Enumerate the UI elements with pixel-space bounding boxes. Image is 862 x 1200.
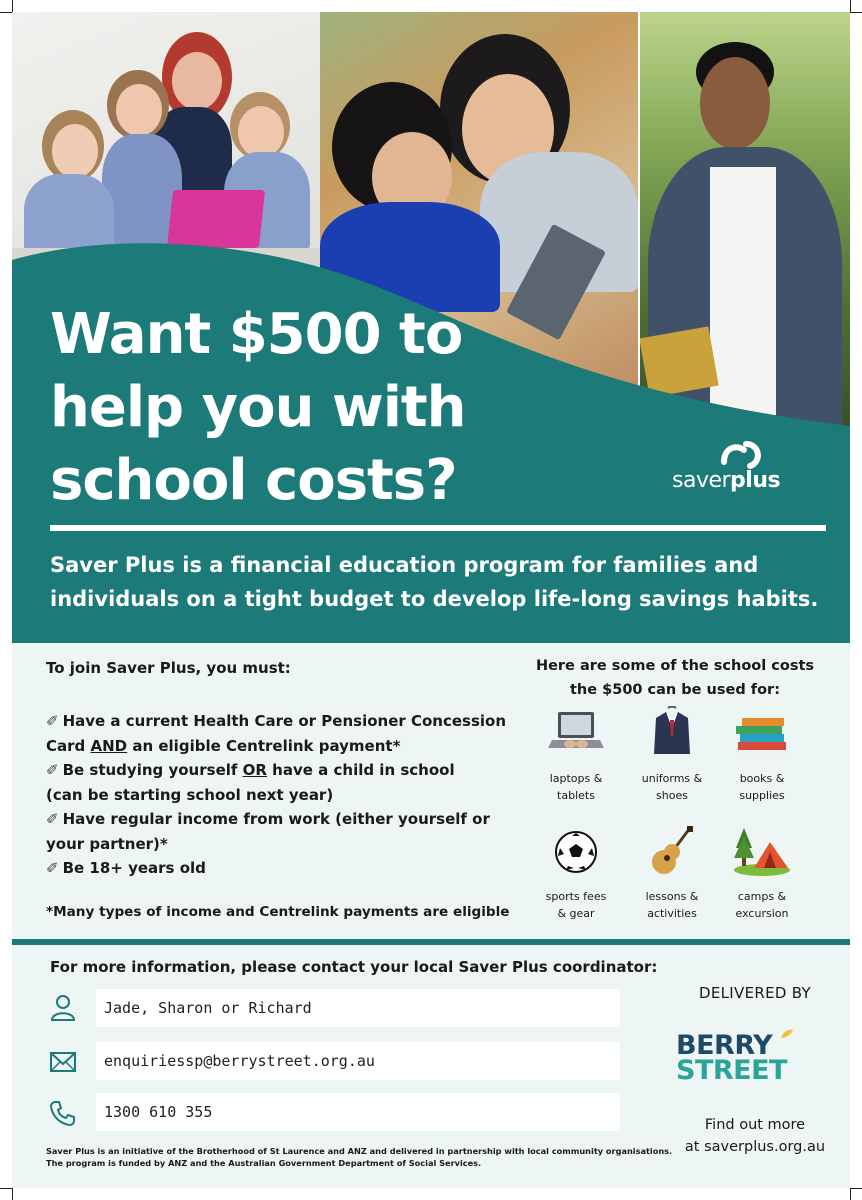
phone-icon [48, 1098, 78, 1128]
cost-label-line: shoes [656, 789, 688, 802]
requirements-note: *Many types of income and Centrelink payments are eligible [46, 904, 510, 920]
contact-name-field: Jade, Sharon or Richard [96, 989, 620, 1027]
cost-label-line: uniforms & [641, 772, 703, 785]
footnote [46, 1145, 673, 1169]
headline-line: school costs? [50, 448, 457, 513]
costs-title-line: the $500 can be used for: [570, 682, 780, 698]
crop-mark [850, 12, 862, 13]
cost-label [712, 888, 812, 922]
logo-saver-text: saver [672, 468, 731, 493]
costs-title-line: Here are some of the school costs [535, 658, 815, 674]
requirements-title: To join Saver Plus, you must: [46, 659, 291, 677]
white-divider [50, 525, 826, 531]
intro-text [50, 548, 840, 616]
headline-line: Want $500 to [50, 302, 463, 367]
cost-item-laptops [526, 706, 626, 804]
requirement-text: have a child in school [266, 761, 455, 779]
requirement-text: Card [46, 736, 91, 755]
requirement-text: an eligible Centrelink payment* [127, 736, 401, 755]
uniform-icon [642, 706, 702, 762]
requirement-emphasis: AND [90, 736, 128, 755]
cost-item-camps [712, 824, 812, 922]
requirement-item [46, 709, 526, 734]
headline-line: help you with [50, 375, 466, 440]
cost-label [526, 888, 626, 922]
requirements-list [46, 709, 526, 881]
requirement-item-continued: your partner)* [46, 834, 168, 853]
pencil-tick-icon: ✐ [46, 761, 59, 779]
cost-item-books [712, 706, 812, 804]
requirement-text: Have a current Health Care or Pensioner Concession [62, 712, 507, 730]
find-out-line: Find out more [704, 1117, 806, 1133]
berry-street-logo [676, 1030, 796, 1086]
footnote-line: The program is funded by ANZ and the Australian Government Department of Social Services. [46, 1158, 482, 1168]
requirement-text: Have regular income from work (either yourself or [62, 810, 490, 828]
contact-phone-field[interactable]: 1300 610 355 [96, 1093, 620, 1131]
pencil-tick-icon: ✐ [46, 810, 59, 828]
website-link[interactable]: at saverplus.org.au [684, 1139, 826, 1155]
crop-mark [0, 12, 12, 13]
crop-mark [12, 0, 13, 12]
logo-plus-text: plus [730, 468, 781, 493]
cost-item-sports [526, 824, 626, 922]
cost-label-line: activities [647, 907, 697, 920]
cost-label [622, 888, 722, 922]
requirement-text: Be 18+ years old [62, 859, 206, 877]
requirement-text: Be studying yourself [62, 761, 243, 779]
costs-title [530, 654, 820, 702]
crop-mark [850, 1188, 851, 1200]
requirement-item [46, 856, 526, 881]
guitar-icon [642, 824, 702, 880]
crop-mark [0, 1188, 12, 1189]
person-icon [48, 992, 78, 1022]
cost-label-line: tablets [557, 789, 595, 802]
cost-item-uniforms [622, 706, 722, 804]
requirement-emphasis: OR [242, 761, 267, 779]
cost-label-line: laptops & [549, 772, 603, 785]
footnote-line: Saver Plus is an initiative of the Brotherhood of St Laurence and ANZ and delivered in partnership with local community organisations. [46, 1146, 673, 1156]
saverplus-wordmark [672, 468, 780, 493]
cost-label-line: lessons & [645, 890, 699, 903]
requirement-item-continued: (can be starting school next year) [46, 785, 334, 804]
berry-leaf-icon [780, 1029, 794, 1039]
requirement-item-continued [46, 734, 526, 759]
crop-mark [850, 0, 851, 12]
crop-mark [12, 1188, 13, 1200]
headline [50, 298, 610, 517]
cost-label [712, 770, 812, 804]
cost-label-line: & gear [557, 907, 595, 920]
books-icon [732, 706, 792, 762]
pencil-tick-icon: ✐ [46, 859, 59, 877]
intro-line: individuals on a tight budget to develop life-long savings habits. [50, 587, 819, 611]
berry-street-line: BERRY [676, 1030, 773, 1061]
cost-label-line: supplies [739, 789, 785, 802]
soccer-ball-icon [546, 824, 606, 880]
cost-label-line: excursion [735, 907, 789, 920]
cost-label-line: camps & [737, 890, 787, 903]
laptop-icon [546, 706, 606, 762]
teal-divider [12, 939, 850, 945]
contact-title: For more information, please contact your local Saver Plus coordinator: [50, 958, 658, 976]
pencil-tick-icon: ✐ [46, 712, 59, 730]
delivered-by-label: DELIVERED BY [699, 984, 811, 1002]
berry-street-line: STREET [676, 1055, 787, 1086]
contact-email-field[interactable]: enquiriessp@berrystreet.org.au [96, 1042, 620, 1080]
requirement-item [46, 758, 526, 783]
tent-icon [732, 824, 792, 880]
intro-line: Saver Plus is a financial education program for families and [50, 553, 759, 577]
cost-item-lessons [622, 824, 722, 922]
cost-label-line: books & [739, 772, 785, 785]
cost-label-line: sports fees [545, 890, 607, 903]
find-out-more [660, 1114, 850, 1158]
envelope-icon [48, 1047, 78, 1077]
cost-label [622, 770, 722, 804]
saverplus-logo [672, 440, 792, 500]
requirement-item [46, 807, 526, 832]
cost-label [526, 770, 626, 804]
crop-mark [850, 1188, 862, 1189]
